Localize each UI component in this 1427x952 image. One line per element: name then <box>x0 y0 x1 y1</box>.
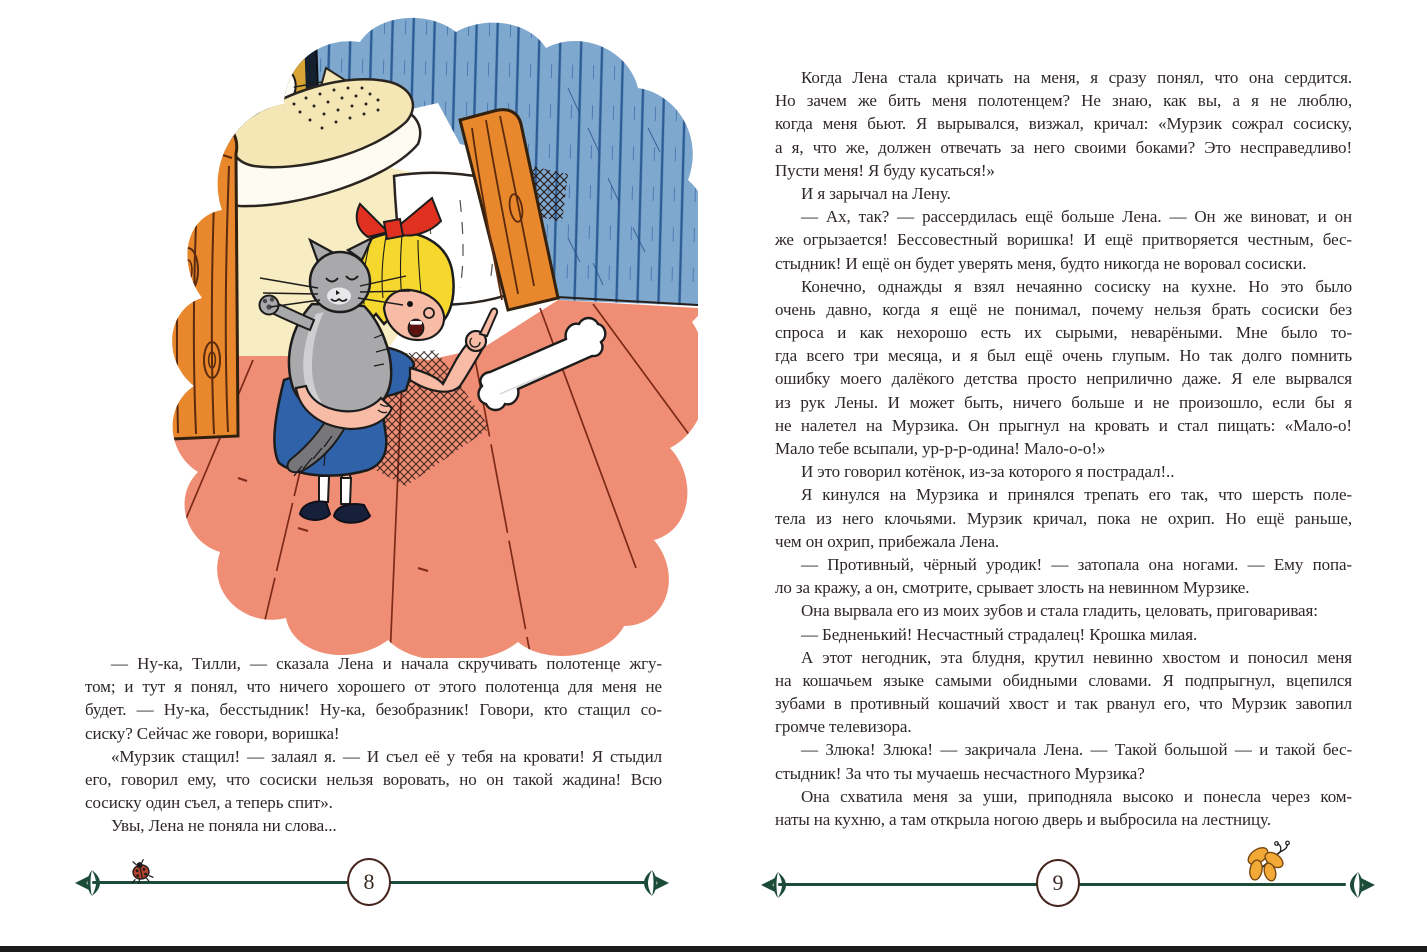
text-line: Я кинулся на Мурзика и принялся трепать его так, что шерсть поле- <box>801 485 1352 505</box>
paragraph <box>775 623 1352 646</box>
paragraph <box>85 652 662 745</box>
paragraph <box>775 785 1352 831</box>
paragraph <box>775 646 1352 739</box>
text-line: спроса и как нехорошо есть их сырыми, неварёными. Мне было то- <box>775 323 1352 343</box>
paragraph <box>775 738 1352 784</box>
text-line: И я зарычал на Лену. <box>801 183 951 203</box>
text-line: том; и тут я понял, что ничего хорошего от этого полотенца для меня не <box>85 677 662 697</box>
text-line: Она вырвала его из моих зубов и стала гладить, целовать, приговаривая: <box>801 601 1318 621</box>
left-rule-ornament-left-icon <box>74 868 110 898</box>
paragraph <box>775 66 1352 182</box>
text-line: его, говорил ему, что сосиски нельзя воровать, но он такой жадина! Всю <box>85 769 662 789</box>
bed-headboard <box>149 117 238 440</box>
text-line: гда всего три месяца, и я был ещё очень глупым. Но так долго помнить <box>775 346 1352 366</box>
text-line: стыдник! За что ты мучаешь несчастного Мурзика? <box>775 763 1145 783</box>
text-line: сосиску один съел, а теперь спит». <box>85 793 333 813</box>
text-line: будет. — Ну-ка, бесстыдник! Ну-ка, безобразник! Говори, кто стащил со- <box>85 700 662 720</box>
paragraph <box>775 460 1352 483</box>
text-line: Мало тебе всыпали, ур-р-р-одина! Мало-о-о!» <box>775 439 1106 458</box>
text-line: из рук Лены. И может быть, ничего больше и не произошло, если бы я <box>775 392 1352 412</box>
illustration-girl-holding-cat <box>88 8 698 658</box>
text-line: на кошачьем языке самыми обидными словами. Я подпрыгнул, вцепился <box>775 670 1352 690</box>
text-line: когда меня бьют. Я вырывался, визжал, кричал: «Мурзик сожрал сосиску, <box>775 114 1352 134</box>
text-line: ло за кражу, а он, смотрите, срывает злость на невинном Мурзике. <box>775 578 1250 598</box>
text-line: не налетел на Мурзика. Он прыгнул на кровать и стал пищать: «Мало-о! <box>775 415 1352 435</box>
book-bottom-edge <box>0 946 1427 952</box>
text-line: стыдник! И ещё он будет уверять меня, будто никогда не воровал сосиски. <box>775 253 1307 273</box>
paragraph <box>775 182 1352 205</box>
text-line: — Злюка! Злюка! — закричала Лена. — Такой большой — и такой бес- <box>801 740 1352 760</box>
text-line: Но зачем же бить меня полотенцем? Не знаю, как вы, а я не люблю, <box>775 91 1352 111</box>
paragraph <box>85 814 662 837</box>
text-line: громче телевизора. <box>775 717 912 737</box>
text-line: зубами в противный кошачий хвост и так рванул его, что Мурзик завопил <box>775 694 1352 714</box>
paragraph <box>775 275 1352 461</box>
paragraph <box>775 205 1352 275</box>
text-line: — Ах, так? — рассердилась ещё больше Лена. — Он же виноват, и он <box>801 207 1352 227</box>
text-line: ошибку моего далёкого детства просто неприлично даже. Я еле вырвался <box>775 369 1352 389</box>
text-line: Она схватила меня за уши, приподняла высоко и понесла через ком- <box>801 786 1352 806</box>
text-line: чем он охрип, прибежала Лена. <box>775 531 1000 551</box>
paragraph <box>775 599 1352 622</box>
left-rule-ornament-right-icon <box>634 868 670 898</box>
text-line: очень давно, когда я ещё не понимал, почему нельзя брать сосиски без <box>775 299 1352 319</box>
left-page-text-column <box>85 652 662 838</box>
text-line: сиску? Сейчас же говори, воришка! <box>85 723 340 743</box>
text-line: — Противный, чёрный уродик! — затопала она ногами. — Ему попа- <box>801 554 1352 574</box>
text-line: Пусти меня! Я буду кусаться!» <box>775 160 995 180</box>
text-line: «Мурзик стащил! — залаял я. — И съел её у тебя на кровати! Я стыдил <box>111 746 662 766</box>
paragraph <box>85 745 662 815</box>
text-line: Когда Лена стала кричать на меня, я сразу понял, что она сердится. <box>801 68 1352 87</box>
butterfly-icon <box>1240 836 1292 882</box>
text-line: наты на кухню, а там открыла ногою дверь и выбросила на лестницу. <box>775 810 1271 829</box>
text-line: Конечно, однажды я взял нечаянно сосиску на кухне. Но это было <box>801 276 1352 296</box>
text-line: — Ну-ка, Тилли, — сказала Лена и начала скручивать полотенце жгу- <box>111 654 662 673</box>
right-rule-ornament-left-icon <box>760 870 796 900</box>
text-line: И это говорил котёнок, из-за которого я пострадал!.. <box>801 462 1175 482</box>
left-page-number: 8 <box>347 858 391 906</box>
text-line: тела из него клочьями. Мурзик кричал, пока не охрип. Но ещё раньше, <box>775 508 1352 528</box>
text-line: же огрызается! Бессовестный воришка! И ещё притворяется честным, бес- <box>775 230 1352 250</box>
text-line: а я, что же, должен отвечать за него своими боками? Это несправедливо! <box>775 137 1352 157</box>
paragraph <box>775 553 1352 599</box>
text-line: А этот негодник, эта блудня, крутил невинно хвостом и поносил меня <box>801 647 1352 667</box>
right-page-text-column <box>775 66 1352 831</box>
text-line: Увы, Лена не поняла ни слова... <box>111 816 337 836</box>
right-rule-ornament-right-icon <box>1340 870 1376 900</box>
right-page-number: 9 <box>1036 859 1080 907</box>
paragraph <box>775 483 1352 553</box>
ladybug-icon <box>128 858 154 884</box>
text-line: — Бедненький! Несчастный страдалец! Крошка милая. <box>801 624 1198 644</box>
